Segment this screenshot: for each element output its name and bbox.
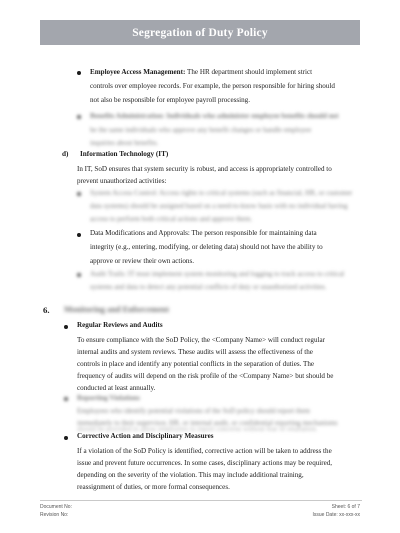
reporting-line-1: Employees who identify potential violations of the SoD policy should report them <box>77 407 311 415</box>
section-d-intro-2: prevent unauthorized activities: <box>77 177 167 185</box>
bullet <box>77 192 81 196</box>
reviews-line-2: internal audits and system reviews. These audits will assess the effectiveness of the <box>77 348 313 356</box>
bullet <box>77 115 81 119</box>
benefits-line-2: be the same individuals who approve any benefit changes or handle employee <box>90 126 312 134</box>
bullet <box>64 397 68 401</box>
bullet <box>77 273 81 277</box>
footer-document-no: Document No: <box>40 504 72 510</box>
section-d-letter: d) <box>62 150 69 158</box>
corrective-line-1: If a violation of the SoD Policy is identified, corrective action will be taken to address the <box>77 447 332 455</box>
footer-divider <box>40 500 362 501</box>
system-access-line-1: System Access Control: Access rights to critical systems (such as financial, HR, or customer <box>90 189 353 197</box>
benefits-line-3: inquiries about benefits. <box>90 139 159 147</box>
section-d-heading <box>62 150 168 158</box>
section-6-title-blurred: Monitoring and Enforcement <box>64 305 169 314</box>
employee-access-line-1: Employee Access Management: The HR department should implement strict <box>90 68 313 76</box>
section-d-title: Information Technology (IT) <box>80 150 169 158</box>
system-access-line-3: access to perform both critical actions and approve them. <box>90 215 253 223</box>
footer-sheet: Sheet: 6 of 7 <box>331 504 360 510</box>
employee-access-label: Employee Access Management: <box>90 68 186 76</box>
data-mod-line-1: Data Modifications and Approvals: The person responsible for maintaining data <box>90 229 317 237</box>
reviews-line-3: controls in place and identify any potential conflicts in the separation of duties. The <box>77 360 315 368</box>
footer-issue-date: Issue Date: xx-xxx-xx <box>312 512 360 518</box>
corrective-line-4: reassignment of duties, or more formal consequences. <box>77 483 230 491</box>
reporting-line-3: should be provided to allow employees to report concerns without fear of retaliation. <box>77 425 318 433</box>
section-d-intro-1: In IT, SoD ensures that system security is robust, and access is appropriately controlled to <box>77 165 332 173</box>
audit-trails-line-1: Audit Trails: IT must implement system monitoring and logging to track access to critical <box>90 270 345 278</box>
reviews-line-1: To ensure compliance with the SoD Policy, the <Company Name> will conduct regular <box>77 336 325 344</box>
reporting-heading: Reporting Violations <box>77 394 140 402</box>
system-access-line-2: data systems) should be assigned based on a need-to-know basis with no individual having <box>90 202 348 210</box>
audit-trails-line-2: systems and data to detect any potential conflicts of duty or unauthorized activities. <box>90 283 327 291</box>
reviews-line-4: frequency of audits will depend on the risk profile of the <Company Name> but should be <box>77 372 334 380</box>
bullet <box>77 71 81 75</box>
section-6-number: 6. <box>43 305 50 315</box>
data-mod-line-2: integrity (e.g., entering, modifying, or deleting data) should not have the ability to <box>90 243 323 251</box>
reporting-line-2: immediately to their supervisor, HR, or internal audit, or confidential reporting mechanisms <box>77 419 338 427</box>
reviews-line-5: conducted at least annually. <box>77 384 156 392</box>
page-title: Segregation of Duty Policy <box>132 26 268 39</box>
title-bar <box>40 20 360 45</box>
corrective-heading: Corrective Action and Disciplinary Measures <box>77 432 214 440</box>
data-mod-line-3: approve or review their own actions. <box>90 257 195 265</box>
employee-access-line-3: not also be responsible for employee payroll processing. <box>90 96 250 104</box>
benefits-line-1: Benefits Administration: Individuals who administer employee benefits should not <box>90 112 339 120</box>
reviews-heading: Regular Reviews and Audits <box>77 321 163 329</box>
footer-revision-no: Revision No: <box>40 512 69 518</box>
bullet <box>77 233 81 237</box>
bullet <box>64 325 68 329</box>
bullet <box>64 436 68 440</box>
corrective-line-3: depending on the severity of the violation. This may include additional training, <box>77 471 304 479</box>
corrective-line-2: issue and prevent future occurrences. In some cases, disciplinary actions may be required, <box>77 459 333 467</box>
employee-access-line-2: controls over employee records. For example, the person responsible for hiring should <box>90 82 335 90</box>
